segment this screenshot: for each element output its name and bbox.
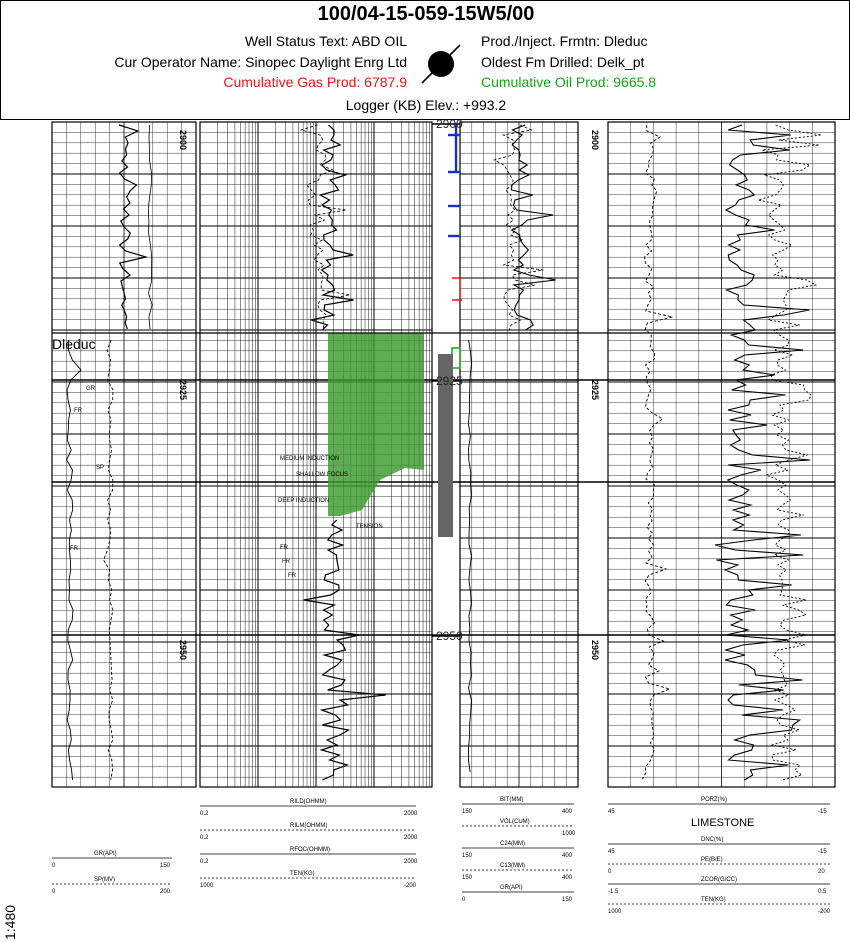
legend-min: 1000 bbox=[608, 909, 622, 915]
scan-depth-label: 2950 bbox=[178, 640, 188, 661]
curve-annotation: SHALLOW FOCUS bbox=[296, 472, 349, 478]
scan-depth-label: 2950 bbox=[590, 640, 600, 661]
legend-label: PE(B/E) bbox=[701, 857, 723, 863]
scan-depth-label: 2900 bbox=[590, 130, 600, 151]
well-id-title: 100/04-15-059-15W5/00 bbox=[317, 3, 535, 25]
curve-annotation: GR bbox=[86, 386, 95, 392]
legend-label: RILD(OHMM) bbox=[290, 799, 327, 805]
legend-max: 200 bbox=[160, 889, 171, 895]
legend-label: ZCOR(G/CC) bbox=[701, 877, 737, 883]
curve-annotation: FR bbox=[288, 573, 296, 579]
vertical-scale-label: 1:480 bbox=[2, 904, 18, 940]
well-status-text: Well Status Text: ABD OIL bbox=[244, 33, 407, 49]
legend-min: 150 bbox=[462, 809, 473, 815]
legend-label: PORZ(%) bbox=[701, 797, 727, 803]
legend-min: 150 bbox=[462, 853, 473, 859]
legend-min: 0 bbox=[52, 889, 56, 895]
legend-max: 400 bbox=[562, 809, 573, 815]
legend-min: 0 bbox=[462, 897, 466, 903]
legend-max: 1000 bbox=[562, 831, 576, 837]
abandoned-oil-well-icon bbox=[418, 41, 464, 87]
curve-annotation: FR bbox=[74, 408, 82, 414]
formation-top-label: Dleduc bbox=[52, 336, 96, 352]
curve-annotation: FR bbox=[280, 545, 288, 551]
legend-max: -200 bbox=[404, 883, 417, 889]
legend-max: 150 bbox=[562, 897, 573, 903]
legend-min: 0 bbox=[52, 863, 56, 869]
legend-label: VOL(CUM) bbox=[500, 819, 530, 825]
legend-label: BIT(MM) bbox=[500, 797, 524, 803]
legend-label: TEN(KG) bbox=[290, 871, 315, 877]
legend-label: C24(MM) bbox=[500, 841, 525, 847]
legend-max: 0.5 bbox=[818, 889, 827, 895]
curve-annotation: TENSION bbox=[356, 524, 383, 530]
well-log-display bbox=[0, 118, 850, 942]
curve-annotation: FR bbox=[282, 559, 290, 565]
legend-min: 1000 bbox=[200, 883, 214, 889]
perforation-marker bbox=[452, 348, 460, 368]
legend-label: TEN(KG) bbox=[701, 897, 726, 903]
legend-min: 150 bbox=[462, 875, 473, 881]
operator-name-text: Cur Operator Name: Sinopec Daylight Enrg Ltd bbox=[114, 54, 407, 70]
legend-max: 2000 bbox=[404, 835, 418, 841]
legend-min: 0.2 bbox=[200, 859, 209, 865]
log-legend-layer bbox=[52, 797, 831, 915]
gr-track-grid bbox=[52, 122, 196, 787]
legend-max: 150 bbox=[160, 863, 171, 869]
curve-annotation: DEEP INDUCTION bbox=[278, 498, 330, 504]
legend-min: 45 bbox=[608, 809, 615, 815]
legend-max: 400 bbox=[562, 875, 573, 881]
legend-max: -15 bbox=[818, 809, 827, 815]
curve-annotation: SP bbox=[96, 465, 105, 471]
depth-label: 2900 bbox=[436, 118, 463, 131]
oldest-formation-text: Oldest Fm Drilled: Delk_pt bbox=[481, 54, 645, 70]
legend-label: DNC(%) bbox=[701, 837, 724, 843]
logger-elevation-text: Logger (KB) Elev.: +993.2 bbox=[345, 97, 507, 113]
well-header-panel bbox=[0, 0, 850, 120]
legend-label: LIMESTONE bbox=[691, 817, 755, 829]
legend-max: 2000 bbox=[404, 811, 418, 817]
curve-annotation: FR bbox=[70, 546, 78, 552]
legend-label: SP(MV) bbox=[94, 877, 115, 883]
scan-depth-label: 2900 bbox=[178, 130, 188, 151]
legend-max: 2000 bbox=[404, 859, 418, 865]
depth-label: 2925 bbox=[436, 374, 463, 388]
legend-label: RILM(OHMM) bbox=[290, 823, 328, 829]
scan-depth-label: 2925 bbox=[178, 380, 188, 401]
depth-label: 2950 bbox=[436, 629, 463, 643]
legend-min: 45 bbox=[608, 849, 615, 855]
legend-min: 0.2 bbox=[200, 835, 209, 841]
legend-label: GR(API) bbox=[500, 885, 523, 891]
legend-max: -15 bbox=[818, 849, 827, 855]
legend-max: 400 bbox=[562, 853, 573, 859]
legend-label: GR(API) bbox=[94, 851, 117, 857]
legend-max: 20 bbox=[818, 869, 825, 875]
legend-min: 0 bbox=[608, 869, 612, 875]
legend-min: 0.2 bbox=[200, 811, 209, 817]
scan-depth-label: 2925 bbox=[590, 380, 600, 401]
legend-label: RFOC(OHMM) bbox=[290, 847, 330, 853]
cumulative-oil-text: Cumulative Oil Prod: 9665.8 bbox=[481, 74, 657, 90]
cumulative-gas-text: Cumulative Gas Prod: 6787.9 bbox=[223, 74, 407, 90]
curve-annotation: MEDIUM INDUCTION bbox=[280, 456, 340, 462]
legend-min: -1.5 bbox=[608, 889, 619, 895]
caliper-track-grid bbox=[460, 122, 578, 787]
porosity-track-grid bbox=[608, 122, 835, 787]
legend-label: C13(MM) bbox=[500, 863, 525, 869]
legend-max: -200 bbox=[818, 909, 831, 915]
production-formation-text: Prod./Inject. Frmtn: Dleduc bbox=[481, 33, 648, 49]
